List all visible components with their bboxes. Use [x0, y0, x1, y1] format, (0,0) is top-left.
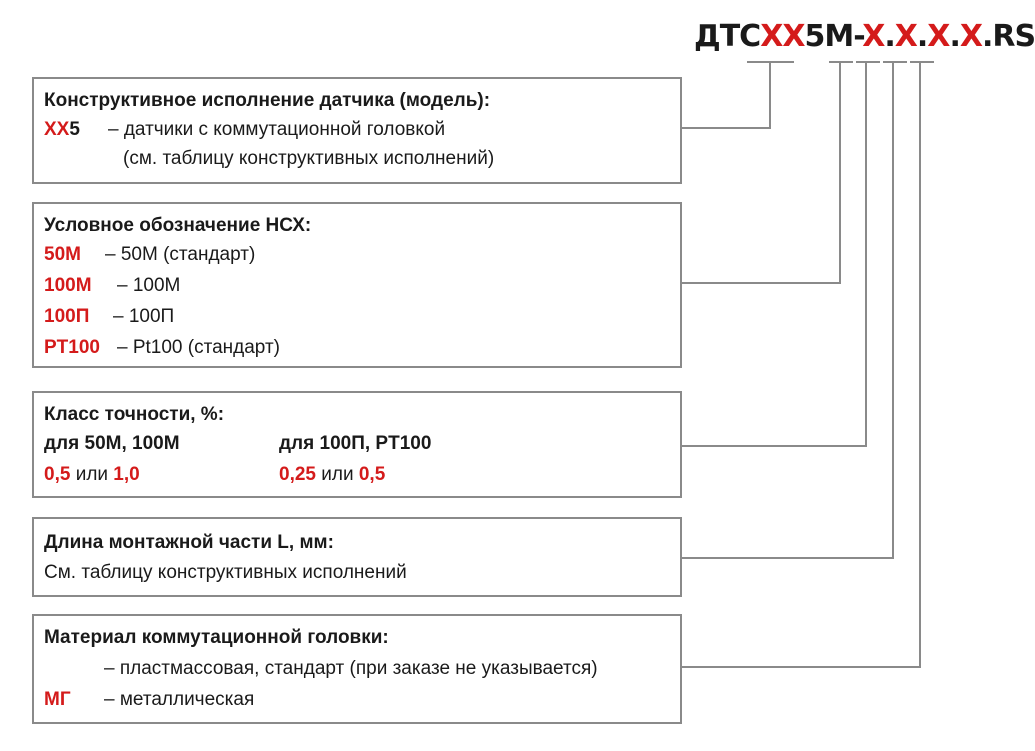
- length-box: [32, 517, 682, 597]
- nsh-desc-3: – 100П: [113, 306, 175, 327]
- accuracy-col1-head: для 50М, 100М: [44, 433, 180, 454]
- model-code: [694, 19, 1035, 54]
- nsh-code-3: 100П: [44, 306, 90, 327]
- head-material-title: Материал коммутационной головки:: [44, 627, 389, 648]
- accuracy-col2-or: или: [315, 464, 359, 485]
- nsh-box-title: Условное обозначение НСХ:: [44, 215, 312, 236]
- code-prefix: ДТС: [694, 19, 761, 54]
- length-desc: См. таблицу конструктивных исполнений: [44, 562, 407, 583]
- head-material-item1: – пластмассовая, стандарт (при заказе не указывается): [104, 658, 598, 679]
- code-suffix: .RS: [981, 19, 1035, 54]
- code-xx: XX: [760, 19, 805, 54]
- model-box: [32, 77, 682, 184]
- model-desc: – датчики с коммутационной головкой: [108, 119, 446, 140]
- code-dot-3: .: [949, 19, 960, 54]
- nsh-code-2: 100М: [44, 275, 92, 296]
- head-material-item2: – металлическая: [104, 689, 255, 710]
- nsh-desc-1: – 50М (стандарт): [105, 244, 256, 265]
- accuracy-col2-values: [279, 463, 385, 487]
- model-code-black: 5: [69, 119, 80, 140]
- length-box-title: Длина монтажной части L, мм:: [44, 532, 334, 553]
- model-desc-2: (см. таблицу конструктивных исполнений): [123, 148, 495, 169]
- accuracy-col1-or: или: [70, 464, 114, 485]
- accuracy-box-title: Класс точности, %:: [44, 404, 225, 425]
- code-dot-1: .: [884, 19, 895, 54]
- accuracy-box: [32, 391, 682, 498]
- accuracy-col2-head: для 100П, PT100: [279, 433, 432, 454]
- code-mid: 5M-: [804, 19, 863, 54]
- accuracy-col1-v2: 1,0: [113, 464, 140, 485]
- head-material-code: МГ: [44, 689, 71, 710]
- model-code-red: XX: [44, 119, 70, 140]
- nsh-code-1: 50М: [44, 244, 81, 265]
- nsh-desc-2: – 100М: [117, 275, 181, 296]
- code-x4: X: [959, 19, 982, 54]
- code-x1: X: [862, 19, 885, 54]
- accuracy-col1-values: [44, 463, 140, 487]
- nsh-box: [32, 202, 682, 368]
- model-code-label: [44, 118, 80, 142]
- model-box-title: Конструктивное исполнение датчика (модель):: [44, 90, 491, 111]
- head-material-box: [32, 614, 682, 724]
- nsh-code-4: PT100: [44, 337, 100, 358]
- accuracy-col1-v1: 0,5: [44, 464, 71, 485]
- code-x2: X: [894, 19, 917, 54]
- accuracy-col2-v1: 0,25: [279, 464, 316, 485]
- accuracy-col2-v2: 0,5: [358, 464, 386, 485]
- code-x3: X: [927, 19, 950, 54]
- nsh-desc-4: – Pt100 (стандарт): [117, 337, 280, 358]
- code-dot-2: .: [916, 19, 928, 54]
